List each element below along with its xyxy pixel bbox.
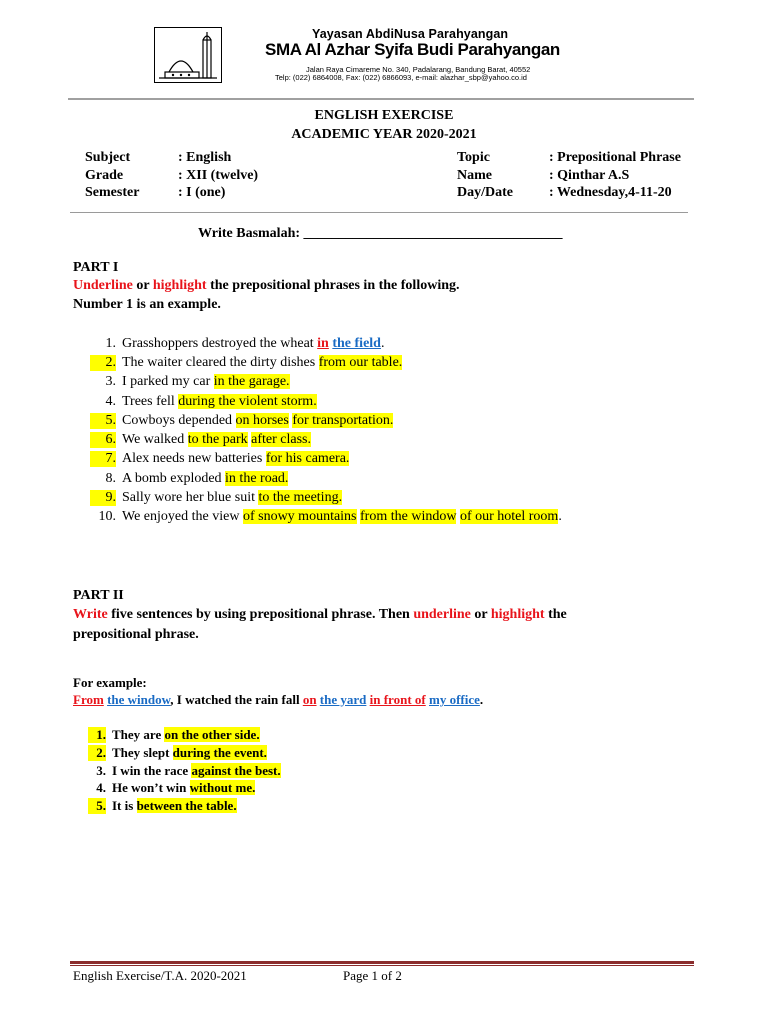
- example-object: the window: [107, 692, 171, 707]
- instruction-underline-word: Underline: [73, 278, 133, 293]
- subject-label: Subject: [85, 150, 131, 165]
- item-text: Trees fell: [122, 394, 179, 409]
- list-item: [90, 509, 562, 525]
- instruction-mid: five sentences by using prepositional phrase. Then: [107, 607, 414, 622]
- highlighted-phrase: of snowy mountains: [242, 509, 357, 524]
- school-logo: [154, 27, 222, 83]
- example-object: the field: [332, 336, 381, 351]
- subject-value: : English: [178, 150, 232, 165]
- part2-instruction: [73, 607, 567, 623]
- item-text: It is: [112, 798, 137, 813]
- topic-label: Topic: [457, 150, 490, 165]
- item-number: 1.: [88, 727, 106, 743]
- highlighted-phrase: after class.: [251, 432, 311, 447]
- item-text: I parked my car: [122, 374, 214, 389]
- highlighted-phrase: in the garage.: [213, 374, 290, 389]
- example-preposition: in: [317, 336, 329, 351]
- example-sentence: [73, 692, 483, 708]
- name-value: : Qinthar A.S: [549, 168, 630, 183]
- item-number: 4.: [96, 780, 106, 795]
- footer-divider: [70, 961, 694, 964]
- part2-heading: PART II: [73, 588, 124, 603]
- item-text: They slept: [112, 745, 173, 760]
- example-preposition: on: [302, 692, 317, 707]
- exercise-title: ENGLISH EXERCISE: [314, 108, 454, 123]
- page-number: Page 1 of 2: [343, 968, 402, 983]
- highlighted-phrase: to the meeting.: [258, 490, 343, 505]
- instruction-rest: the prepositional phrases in the following.: [206, 278, 460, 293]
- list-item: [90, 451, 349, 467]
- instruction-underline-word: underline: [413, 607, 471, 622]
- item-number: 1.: [105, 336, 116, 351]
- sentence-item: [88, 798, 237, 814]
- part1-heading: PART I: [73, 260, 119, 275]
- list-item: [90, 394, 317, 410]
- highlighted-phrase: during the violent storm.: [178, 394, 317, 409]
- basmalah-field[interactable]: Write Basmalah: _____________________________________: [198, 226, 563, 241]
- mosque-icon: [155, 28, 221, 82]
- item-text: Sally wore her blue suit: [122, 490, 259, 505]
- item-text: He won’t win: [112, 780, 190, 795]
- foundation-name: Yayasan AbdiNusa Parahyangan: [312, 27, 509, 41]
- list-item: [90, 413, 393, 429]
- item-number: 6.: [90, 432, 116, 448]
- sentence-item: [88, 780, 255, 796]
- list-item: [90, 374, 290, 390]
- name-label: Name: [457, 168, 492, 183]
- list-item: [90, 336, 384, 352]
- item-text: A bomb exploded: [122, 471, 226, 486]
- semester-label: Semester: [85, 185, 140, 200]
- item-text: Grasshoppers destroyed the wheat: [122, 336, 318, 351]
- highlighted-phrase: on horses: [235, 413, 289, 428]
- academic-year: ACADEMIC YEAR 2020-2021: [291, 127, 477, 142]
- footer-divider-thin: [70, 965, 694, 966]
- highlighted-phrase: for transportation.: [292, 413, 394, 428]
- grade-label: Grade: [85, 168, 124, 183]
- highlighted-phrase: during the event.: [172, 745, 267, 760]
- example-label: For example:: [73, 675, 147, 690]
- example-object: the yard: [319, 692, 367, 707]
- instruction-highlight-word: highlight: [490, 607, 545, 622]
- example-object: my office: [429, 692, 480, 707]
- list-item: [90, 471, 288, 487]
- list-item: [90, 355, 402, 371]
- date-label: Day/Date: [457, 185, 513, 200]
- school-name: SMA Al Azhar Syifa Budi Parahyangan: [265, 40, 560, 59]
- highlighted-phrase: to the park: [187, 432, 248, 447]
- item-number: 3.: [105, 374, 116, 389]
- item-number: 8.: [105, 471, 116, 486]
- example-end: .: [479, 692, 484, 707]
- item-number: 10.: [98, 509, 116, 524]
- item-text: We enjoyed the view: [122, 509, 243, 524]
- item-number: 2.: [90, 355, 116, 371]
- item-number: 7.: [90, 451, 116, 467]
- part2-instruction-line2: prepositional phrase.: [73, 627, 199, 642]
- topic-value: : Prepositional Phrase: [549, 150, 681, 165]
- item-number: 4.: [105, 394, 116, 409]
- item-end: .: [558, 509, 562, 524]
- sentence-item: [88, 745, 267, 761]
- list-item: [90, 490, 342, 506]
- highlighted-phrase: against the best.: [191, 763, 281, 778]
- highlighted-phrase: from our table.: [318, 355, 403, 370]
- footer-left: English Exercise/T.A. 2020-2021: [73, 968, 247, 983]
- example-preposition: in front of: [369, 692, 426, 707]
- item-text: They are: [112, 727, 165, 742]
- highlighted-phrase: between the table.: [136, 798, 237, 813]
- highlighted-phrase: on the other side.: [164, 727, 260, 742]
- instruction-write-word: Write: [73, 607, 108, 622]
- semester-value: : I (one): [178, 185, 226, 200]
- date-value: : Wednesday,4-11-20: [549, 185, 672, 200]
- header-divider: [68, 98, 694, 100]
- highlighted-phrase: for his camera.: [265, 451, 350, 466]
- item-number: 9.: [90, 490, 116, 506]
- instruction-highlight-word: highlight: [152, 278, 207, 293]
- item-number: 2.: [88, 745, 106, 761]
- example-text: , I watched the rain fall: [170, 692, 303, 707]
- item-number: 3.: [96, 763, 106, 778]
- part1-instruction: [73, 278, 460, 294]
- highlighted-phrase: from the window: [360, 509, 457, 524]
- sentence-item: [88, 763, 281, 779]
- item-text: I win the race: [112, 763, 192, 778]
- grade-value: : XII (twelve): [178, 168, 259, 183]
- school-contact: Telp: (022) 6864008, Fax: (022) 6866093, e-mail: alazhar_sbp@yahoo.co.id: [275, 73, 527, 82]
- item-text: We walked: [122, 432, 188, 447]
- instruction-or: or: [132, 278, 153, 293]
- info-divider: [70, 212, 688, 213]
- highlighted-phrase: of our hotel room: [459, 509, 559, 524]
- item-text: The waiter cleared the dirty dishes: [122, 355, 319, 370]
- item-text: Cowboys depended: [122, 413, 236, 428]
- item-number: 5.: [88, 798, 106, 814]
- item-text: Alex needs new batteries: [122, 451, 266, 466]
- part1-instruction-line2: Number 1 is an example.: [73, 297, 221, 312]
- sentence-item: [88, 727, 260, 743]
- item-end: .: [380, 336, 385, 351]
- instruction-the: the: [544, 607, 567, 622]
- school-address: Jalan Raya Cimareme No. 340, Padalarang, Bandung Barat, 40552: [306, 65, 531, 74]
- instruction-or: or: [470, 607, 491, 622]
- highlighted-phrase: without me.: [189, 780, 256, 795]
- list-item: [90, 432, 311, 448]
- highlighted-phrase: in the road.: [225, 471, 289, 486]
- example-preposition: From: [73, 692, 104, 707]
- item-number: 5.: [90, 413, 116, 429]
